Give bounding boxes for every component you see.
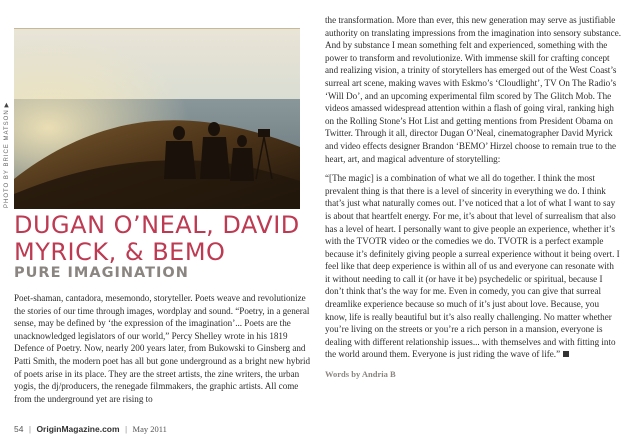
footer-site-link[interactable]: OriginMagazine.com — [36, 424, 120, 434]
photo-credit — [3, 101, 13, 208]
page-footer — [14, 424, 167, 434]
article-headline: DUGAN O’NEAL, DAVID MYRICK, & BEMO — [14, 211, 300, 266]
footer-separator: | — [28, 424, 32, 434]
sunset-cliff-photo — [14, 29, 300, 209]
right-column-paragraph-1: the transformation. More than ever, this new generation may serve as justifiable authority on translating impressions from the imagination into sensory substance. And by substance I mean something felt and experienced, something with the power to transform and revolutionize. With immense skill for crafting concept and realizing vision, a trinity of storytellers has emerged out of the West Coast’s surreal art scene, making waves with Eskmo’s ‘Cloudlight’, TV On The Radio’s ‘Will Do’, and an upcoming experimental film scored by The Glitch Mob. The videos amassed widespread attention within a flash of going viral, ranking high on the Rolling Stone’s Hot List and getting mentions from President Obama on Twitter. Through it all, director Dugan O’Neal, cinematographer David Myrick and video effects designer Brandon ‘BEMO’ Hirzel choose to remain true to the heart, art, and magical adventure of storytelling: — [325, 15, 622, 164]
right-column-quote — [325, 172, 621, 361]
left-column-text: Poet-shaman, cantadora, mesemondo, storyteller. Poets weave and revolutionize the stories of our time through images, wordplay and sound. “Poetry, in a general sense, may be defined by ‘the expression of the imagination’... Poets are the unacknowledged legislators of our world,” Percy Shelley wrote in his 1819 Defence of Poetry. Now, nearly 200 years later, from Bukowski to Ginsberg and Patti Smith, the modern poet has all but gone underground as a bright new hybrid of poets arise in its place. They are the street artists, the zine writers, the urban yogis, the dj/producers, the renegade filmmakers, the graphic artists. All come from the underground yet are rising to — [14, 293, 311, 404]
footer-separator-2: | — [124, 424, 128, 434]
triangle-right-icon: ▶ — [4, 101, 10, 108]
photo-credit-text: PHOTO BY BRICE MATSON — [4, 109, 10, 208]
right-column — [325, 14, 621, 381]
quote-text: “[The magic] is a combination of what we all do together. I think the most prevalent thing is that there is a level of sincerity in everything we do. I think that’s just what naturally comes out. I’ve noticed that a lot of what I want to say is about that heartfelt energy. For me, it’s about that level of surrealism that also has a level of heart. I personally want to give people an experience, whether it’s with the TVOTR video or the comedies we do. TVOTR is a perfect example because it’s definitely giving people a surreal experience without it being overt. I feel like that deep experience is within all of us and everyone can resonate with it without needing to call it (or have it be) psychedelic or spiritual, because I don’t think that’s the way for me. Even in comedy, you can give that surreal dreamlike experience because so much of it’s just about love. Because, you know, life is really beautiful but it’s also really challenging. No matter whether you’re living on the streets or you’re a rich person in a mansion, everyone is dealing with different relationship issues... with themselves and with fitting into the world around them. Everyone is just riding the wave of life.” — [325, 173, 620, 360]
byline: Words by Andria B — [325, 369, 396, 380]
hero-photo — [14, 28, 300, 209]
article-subhead: PURE IMAGINATION — [14, 265, 189, 281]
issue-date: May 2011 — [132, 424, 167, 434]
page-number: 54 — [14, 424, 24, 434]
square-end-mark-icon — [563, 351, 569, 357]
